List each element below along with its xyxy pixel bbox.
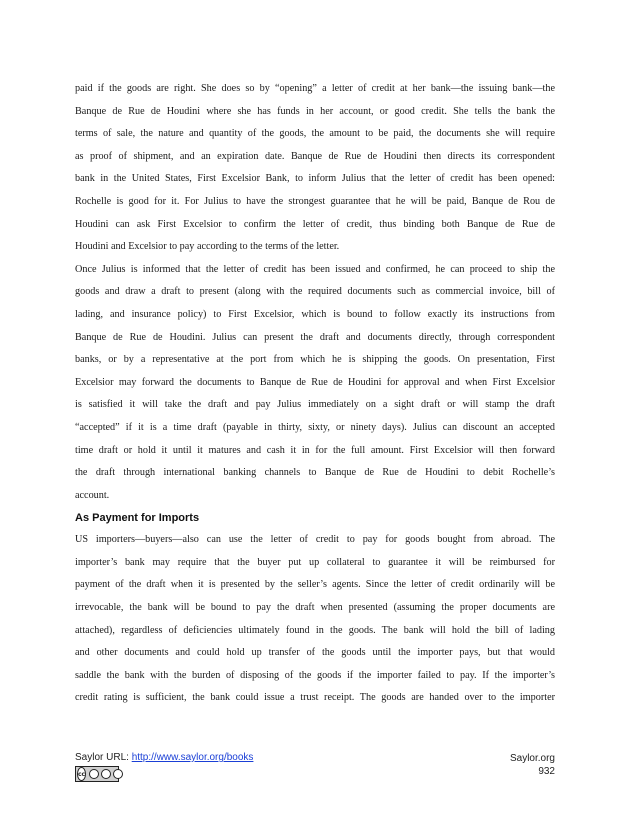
footer-url-label: Saylor URL:	[75, 752, 132, 763]
text-line: Excelsior may forward the documents to Banque de Rue de Houdini for approval and when First Excelsior	[75, 376, 555, 388]
text-line: as proof of shipment, and an expiration date. Banque de Rue de Houdini then directs its correspondent	[75, 150, 555, 162]
section-heading: As Payment for Imports	[75, 512, 200, 525]
text-line: the draft through international banking channels to Banque de Rue de Houdini to debit Rochelle’s	[75, 467, 555, 479]
text-line: Rochelle is good for it. For Julius to have the strongest guarantee that he will be paid, Banque de Rou de	[75, 195, 555, 207]
text-line: terms of sale, the nature and quantity of the goods, the amount to be paid, the documents she will require	[75, 128, 555, 140]
text-line: is satisfied it will take the draft and pay Julius immediately on a sight draft or will stamp the draft	[75, 399, 555, 411]
text-line: time draft or hold it until it matures and cash it in for the full amount. First Excelsior will then forward	[75, 444, 555, 456]
text-line: attached), regardless of deficiencies ultimately found in the goods. The bank will hold the bill of lading	[75, 624, 555, 636]
text-line: US importers—buyers—also can use the letter of credit to pay for goods bought from abroad. The	[75, 534, 555, 546]
page-content	[75, 78, 555, 710]
sharealike-icon	[113, 769, 123, 779]
text-line: bank in the United States, First Excelsior Bank, to inform Julius that the letter of credit has been opened:	[75, 173, 555, 185]
text-line: payment of the draft when it is presented by the seller’s agents. Since the letter of credit ordinarily will be	[75, 579, 555, 591]
saylor-books-link[interactable]: http://www.saylor.org/books	[131, 752, 254, 763]
paragraph-3	[75, 529, 555, 710]
text-line: credit rating is sufficient, the bank could issue a trust receipt. The goods are handed over to the importer	[75, 692, 555, 704]
text-line: importer’s bank may require that the buyer put up collateral to guarantee it will be reimbursed for	[75, 556, 555, 568]
page-number: 932	[538, 766, 555, 777]
text-line: goods and draw a draft to present (along with the required documents such as commercial invoice, bill of	[75, 286, 555, 298]
text-line: saddle the bank with the burden of disposing of the goods if the importer failed to pay. If the importer’s	[75, 669, 555, 681]
text-line: account.	[75, 489, 110, 501]
text-line: paid if the goods are right. She does so by “opening” a letter of credit at her bank—the issuing bank—the	[75, 83, 555, 94]
text-line: banks, or by a representative at the port from which he is shipping the goods. On presentation, First	[75, 354, 555, 366]
text-line: Banque de Rue de Houdini where she has funds in her account, or good credit. She tells the bank the	[75, 105, 555, 117]
text-line: “accepted” if it is a time draft (payable in thirty, sixty, or ninety days). Julius can discount an accepted	[75, 421, 555, 433]
text-line: and other documents and could hold up transfer of the goods until the importer pays, but that would	[75, 647, 555, 659]
text-line: Houdini and Excelsior to pay according to the terms of the letter.	[75, 241, 340, 253]
text-line: Banque de Rue de Houdini. Julius can present the draft and documents directly, through correspondent	[75, 331, 555, 343]
text-line: irrevocable, the bank will be bound to pay the draft when presented (assuming the proper documents are	[75, 602, 555, 614]
text-line: Once Julius is informed that the letter of credit has been issued and confirmed, he can proceed to ship the	[75, 263, 555, 275]
cc-logo-icon: cc	[77, 767, 86, 781]
footer-source	[75, 752, 253, 763]
text-line: lading, and insurance policy) to First Excelsior, which is bound to follow exactly its instructions from	[75, 308, 555, 320]
noncommercial-icon	[101, 769, 111, 779]
paragraph-2	[75, 259, 555, 508]
text-line: Houdini can ask First Excelsior to confirm the letter of credit, thus binding both Banque de Rue de	[75, 218, 555, 230]
creative-commons-license-icon[interactable]	[75, 766, 119, 782]
footer-page-info	[510, 752, 555, 778]
paragraph-1	[75, 78, 555, 259]
footer-site: Saylor.org	[509, 753, 555, 764]
attribution-icon	[89, 769, 99, 779]
